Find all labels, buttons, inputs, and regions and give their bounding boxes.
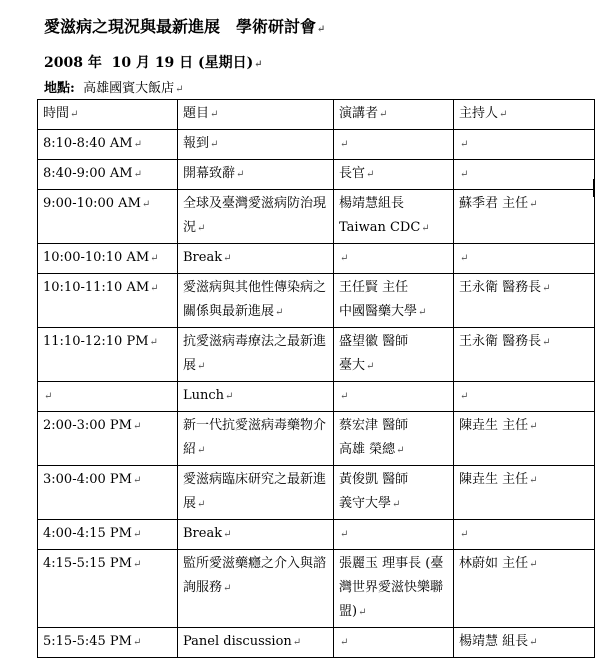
- table-row: [38, 130, 595, 160]
- cell-time: 9:00-10:00 AM↵: [38, 190, 178, 244]
- cell-host: 蘇季君 主任↵: [454, 190, 595, 244]
- cell-speaker: ↵: [334, 520, 454, 550]
- cell-speaker: ↵: [334, 244, 454, 274]
- table-row: [38, 382, 595, 412]
- cell-host: 林蔚如 主任↵: [454, 550, 595, 628]
- cell-host: 王永衛 醫務長↵: [454, 328, 595, 382]
- cell-time: 8:40-9:00 AM↵: [38, 160, 178, 190]
- venue-value: 高雄國賓大飯店: [74, 81, 175, 96]
- table-row: [38, 628, 595, 658]
- cell-host: ↵: [454, 244, 595, 274]
- venue-label: 地點:: [44, 81, 75, 96]
- cell-host: 陳垚生 主任↵: [454, 466, 595, 520]
- table-row: [38, 412, 595, 466]
- cell-topic: 開幕致辭↵: [178, 160, 334, 190]
- cell-host: 王永衛 醫務長↵: [454, 274, 595, 328]
- cell-topic: Break↵: [178, 520, 334, 550]
- cell-speaker: 長官↵: [334, 160, 454, 190]
- cell-time: 10:00-10:10 AM↵: [38, 244, 178, 274]
- cell-time: 5:15-5:45 PM↵: [38, 628, 178, 658]
- header-time: 時間↵: [38, 100, 178, 130]
- cell-speaker: 蔡宏津 醫師 高雄 榮總↵: [334, 412, 454, 466]
- table-row: [38, 328, 595, 382]
- cell-speaker: ↵: [334, 382, 454, 412]
- table-row: [38, 466, 595, 520]
- cell-speaker: 王任賢 主任 中國醫藥大學↵: [334, 274, 454, 328]
- table-row: [38, 550, 595, 628]
- cell-speaker: 黃俊凱 醫師 義守大學↵: [334, 466, 454, 520]
- cell-time: 8:10-8:40 AM↵: [38, 130, 178, 160]
- venue-line: 地點: 高雄國賓大飯店↵: [44, 81, 184, 96]
- table-row: [38, 160, 595, 190]
- cell-host: ↵: [454, 160, 595, 190]
- header-speaker: 演講者↵: [334, 100, 454, 130]
- cell-host: 陳垚生 主任↵: [454, 412, 595, 466]
- table-row: [38, 244, 595, 274]
- cell-time: ↵: [38, 382, 178, 412]
- cell-time: 2:00-3:00 PM↵: [38, 412, 178, 466]
- cell-topic: 新一代抗愛滋病毒藥物介紹↵: [178, 412, 334, 466]
- cell-topic: 全球及臺灣愛滋病防治現況↵: [178, 190, 334, 244]
- cell-speaker: ↵: [334, 130, 454, 160]
- cell-time: 11:10-12:10 PM↵: [38, 328, 178, 382]
- cell-time: 3:00-4:00 PM↵: [38, 466, 178, 520]
- event-date: 2008 年 10 月 19 日 (星期日)↵: [44, 55, 263, 71]
- cell-speaker: 盛望徽 醫師 臺大↵: [334, 328, 454, 382]
- cell-topic: Lunch↵: [178, 382, 334, 412]
- cell-topic: 愛滋病臨床研究之最新進展↵: [178, 466, 334, 520]
- cell-topic: 報到↵: [178, 130, 334, 160]
- header-host: 主持人↵: [454, 100, 595, 130]
- cell-host: 楊靖慧 組長↵: [454, 628, 595, 658]
- text-cursor: [593, 179, 595, 197]
- cell-time: 4:00-4:15 PM↵: [38, 520, 178, 550]
- cell-host: ↵: [454, 382, 595, 412]
- table-row: [38, 190, 595, 244]
- cell-time: 4:15-5:15 PM↵: [38, 550, 178, 628]
- cell-topic: 抗愛滋病毒療法之最新進展↵: [178, 328, 334, 382]
- document-title: 愛滋病之現況與最新進展 學術研討會↵: [44, 17, 326, 36]
- cell-topic: 監所愛滋藥癮之介入與諮詢服務↵: [178, 550, 334, 628]
- table-row: [38, 520, 595, 550]
- cell-topic: 愛滋病與其他性傳染病之關係與最新進展↵: [178, 274, 334, 328]
- cell-speaker: 張麗玉 理事長 (臺灣世界愛滋快樂聯盟)↵: [334, 550, 454, 628]
- cell-speaker: 楊靖慧組長 Taiwan CDC↵: [334, 190, 454, 244]
- header-topic: 題目↵: [178, 100, 334, 130]
- table-row: [38, 274, 595, 328]
- schedule-table: [37, 99, 595, 658]
- cell-host: ↵: [454, 520, 595, 550]
- cell-time: 10:10-11:10 AM↵: [38, 274, 178, 328]
- header-row: [38, 100, 595, 130]
- cell-topic: Panel discussion↵: [178, 628, 334, 658]
- cell-speaker: ↵: [334, 628, 454, 658]
- cell-topic: Break↵: [178, 244, 334, 274]
- cell-host: ↵: [454, 130, 595, 160]
